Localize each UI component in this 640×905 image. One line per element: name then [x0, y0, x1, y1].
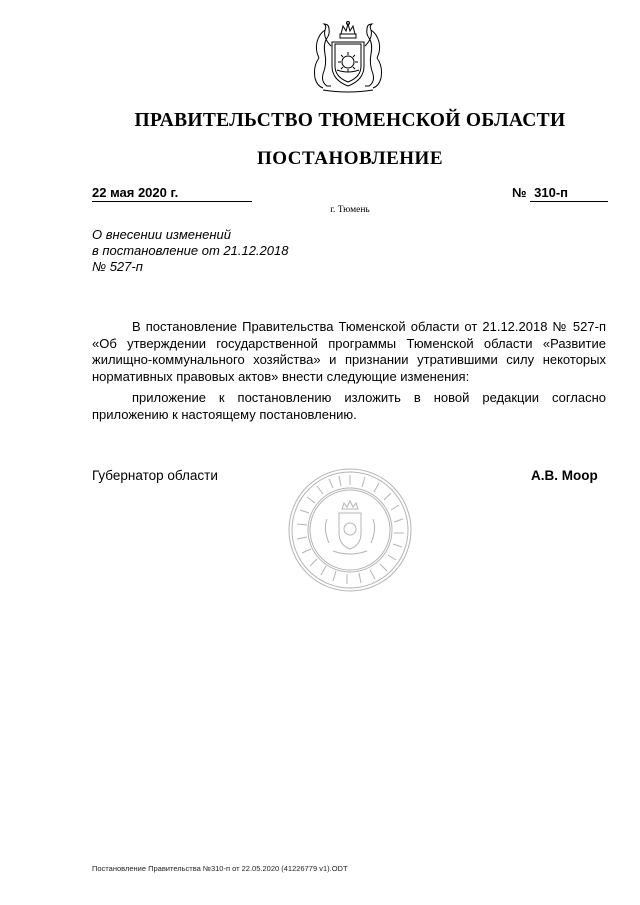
document-number	[512, 185, 608, 202]
coat-of-arms-icon	[305, 20, 391, 96]
signatory-name: А.В. Моор	[531, 468, 598, 483]
signatory-position: Губернатор области	[92, 468, 218, 483]
city-label: г. Тюмень	[330, 205, 370, 215]
document-date: 22 мая 2020 г.	[92, 185, 252, 202]
government-title: ПРАВИТЕЛЬСТВО ТЮМЕНСКОЙ ОБЛАСТИ	[134, 110, 566, 131]
subject-line-1: О внесении изменений	[92, 227, 231, 242]
subject-line-2: в постановление от 21.12.2018	[92, 243, 289, 258]
document-footer: Постановление Правительства №310-п от 22.05.2020 (41226779 v1).ODT	[92, 864, 348, 873]
body-paragraph-1: В постановление Правительства Тюменской области от 21.12.2018 № 527-п «Об утверждении государственной программы Тюменской области «Развитие жилищно-коммунального хозяйства» и признании утратившими силу некоторых нормативных правовых актов» внести следующие изменения:	[92, 319, 606, 384]
number-value: 310-п	[530, 185, 608, 202]
document-subject	[92, 227, 288, 275]
document-body	[92, 319, 606, 428]
number-prefix: №	[512, 185, 527, 200]
official-seal-icon	[287, 467, 413, 593]
subject-line-3: № 527-п	[92, 259, 143, 274]
body-paragraph-2: приложение к постановлению изложить в новой редакции согласно приложению к настоящему постановлению.	[92, 390, 606, 422]
document-type-title: ПОСТАНОВЛЕНИЕ	[256, 148, 444, 169]
